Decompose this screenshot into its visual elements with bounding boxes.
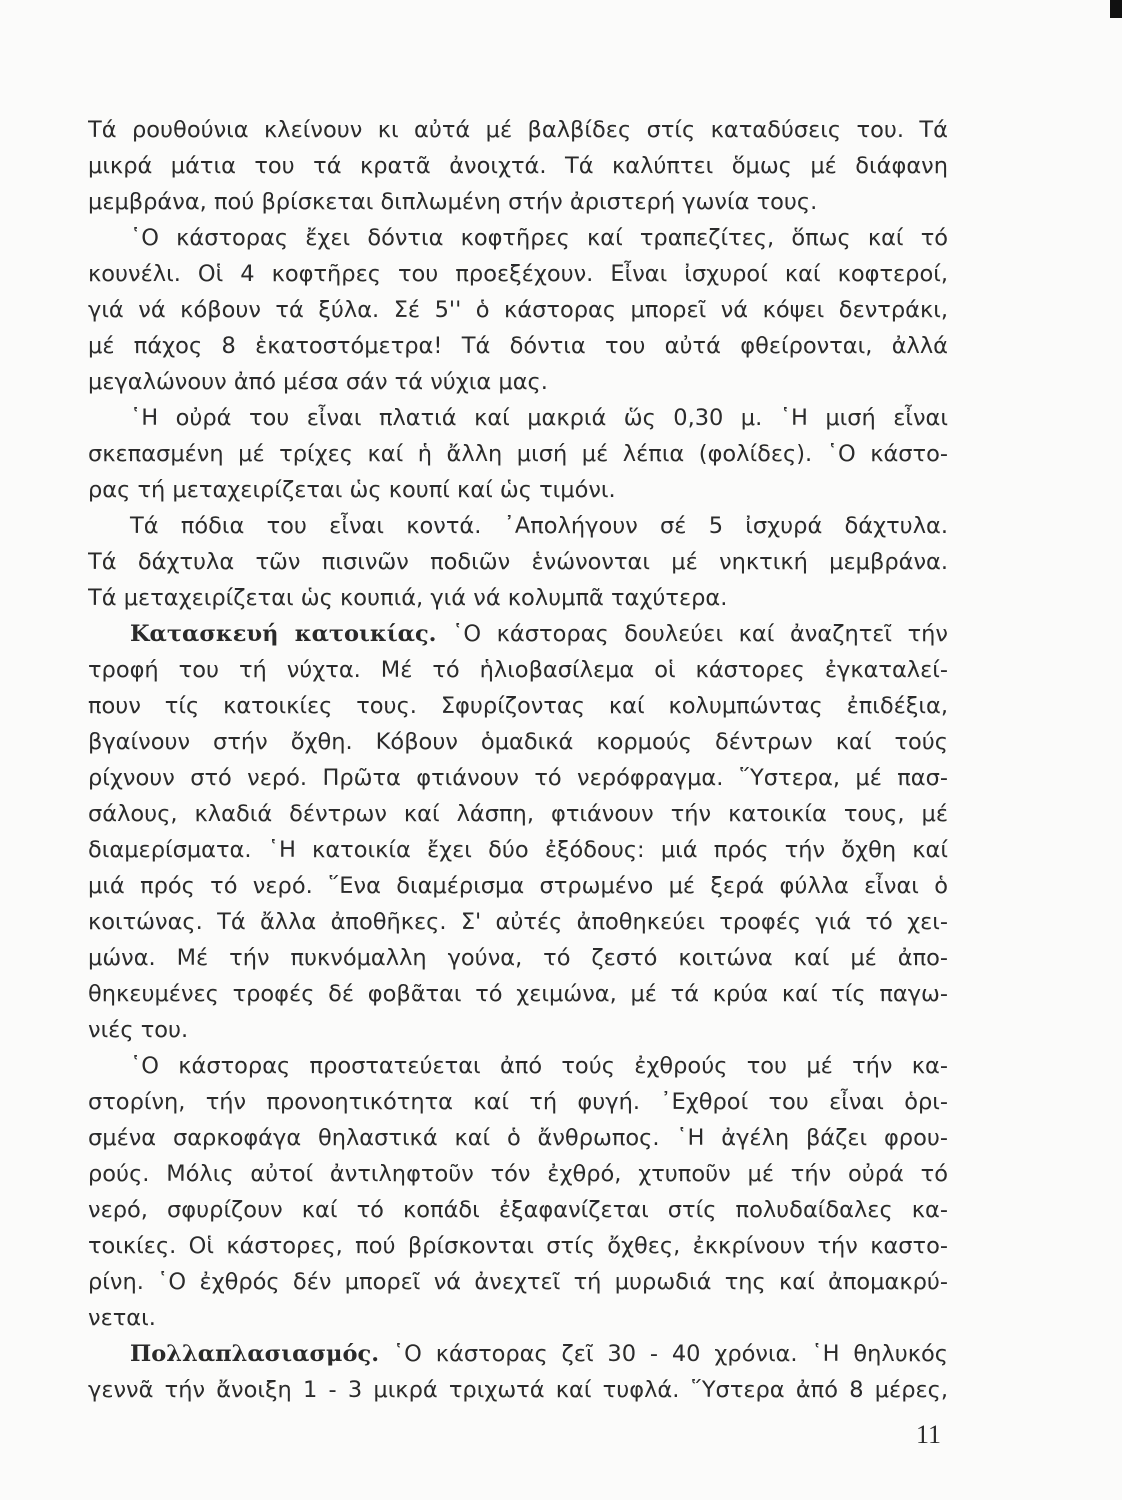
paragraph <box>88 220 948 400</box>
text-line: νιές του. <box>88 1017 189 1043</box>
text-line: μεγαλώνουν ἀπό μέσα σάν τά νύχια μας. <box>88 369 548 395</box>
paragraph <box>88 508 948 616</box>
text-line: διαμερίσματα. ῾Η κατοικία ἔχει δύο ἐξόδους: μιά πρός τήν ὄχθη καί <box>88 837 948 863</box>
paragraph <box>88 400 948 508</box>
text-line: Τά ρουθούνια κλείνουν κι αὐτά μέ βαλβίδες στίς καταδύσεις του. Τά <box>88 117 948 143</box>
text-line: κοιτώνας. Τά ἄλλα ἀποθῆκες. Σ' αὐτές ἀποθηκεύει τροφές γιά τό χει- <box>88 909 948 935</box>
text-line: μικρά μάτια του τά κρατᾶ ἀνοιχτά. Τά καλύπτει ὅμως μέ διάφανη <box>88 153 948 179</box>
text-line: μέ πάχος 8 ἑκατοστόμετρα! Τά δόντια του αὐτά φθείρονται, ἀλλά <box>88 333 948 359</box>
text-line: γεννᾶ τήν ἄνοιξη 1 - 3 μικρά τριχωτά καί τυφλά. ῞Υστερα ἀπό 8 μέρες, <box>88 1377 948 1403</box>
text-line: σάλους, κλαδιά δέντρων καί λάσπη, φτιάνουν τήν κατοικία τους, μέ <box>88 801 948 827</box>
text-line: στορίνη, τήν προνοητικότητα καί τή φυγή. ᾿Εχθροί του εἶναι ὁρι- <box>88 1089 948 1115</box>
text-line: θηκευμένες τροφές δέ φοβᾶται τό χειμώνα, μέ τά κρύα καί τίς παγω- <box>88 981 948 1007</box>
body-text <box>88 112 948 1408</box>
text-run: ῾Ο κάστορας δουλεύει καί ἀναζητεῖ τήν <box>436 621 948 647</box>
text-line: τροφή του τή νύχτα. Μέ τό ἡλιοβασίλεμα οἱ κάστορες ἐγκαταλεί- <box>88 657 948 683</box>
text-line: κουνέλι. Οἱ 4 κοφτῆρες του προεξέχουν. Εἶναι ἰσχυροί καί κοφτεροί, <box>88 261 948 287</box>
text-line: βγαίνουν στήν ὄχθη. Κόβουν ὁμαδικά κορμούς δέντρων καί τούς <box>88 729 948 755</box>
page-number: 11 <box>916 1420 942 1449</box>
paragraph <box>88 1336 948 1408</box>
paragraph <box>88 112 948 220</box>
text-line: Τά πόδια του εἶναι κοντά. ᾿Απολήγουν σέ 5 ἰσχυρά δάχτυλα. <box>130 513 948 539</box>
text-line: γιά νά κόβουν τά ξύλα. Σέ 5'' ὁ κάστορας μπορεῖ νά κόψει δεντράκι, <box>88 297 948 323</box>
text-line: ῾Η οὐρά του εἶναι πλατιά καί μακριά ὥς 0,30 μ. ῾Η μισή εἶναι <box>130 405 948 431</box>
text-line <box>88 616 948 652</box>
text-line: Τά δάχτυλα τῶν πισινῶν ποδιῶν ἑνώνονται μέ νηκτική μεμβράνα. <box>88 549 948 575</box>
text-line: μιά πρός τό νερό. ῞Ενα διαμέρισμα στρωμένο μέ ξερά φύλλα εἶναι ὁ <box>88 873 948 899</box>
text-line: ρίνη. ῾Ο ἐχθρός δέν μπορεῖ νά ἀνεχτεῖ τή μυρωδιά της καί ἀπομακρύ- <box>88 1269 948 1295</box>
text-line: ῾Ο κάστορας ἔχει δόντια κοφτῆρες καί τραπεζίτες, ὅπως καί τό <box>130 225 948 251</box>
text-line: ρίχνουν στό νερό. Πρῶτα φτιάνουν τό νερόφραγμα. ῞Υστερα, μέ πασ- <box>88 765 948 791</box>
text-line <box>88 1336 948 1372</box>
text-line: Τά μεταχειρίζεται ὡς κουπιά, γιά νά κολυμπᾶ ταχύτερα. <box>88 585 728 611</box>
section-heading: Πολλαπλασιασμός. <box>130 1341 380 1367</box>
paragraph <box>88 1048 948 1336</box>
text-line: μεμβράνα, πού βρίσκεται διπλωμένη στήν ἀριστερή γωνία τους. <box>88 189 818 215</box>
text-line: ρας τή μεταχειρίζεται ὡς κουπί καί ὡς τιμόνι. <box>88 477 616 503</box>
paragraph <box>88 616 948 1048</box>
text-line: μώνα. Μέ τήν πυκνόμαλλη γούνα, τό ζεστό κοιτώνα καί μέ ἀπο- <box>88 945 948 971</box>
text-line: ρούς. Μόλις αὐτοί ἀντιληφτοῦν τόν ἐχθρό, χτυποῦν μέ τήν οὐρά τό <box>88 1161 948 1187</box>
text-line: σμένα σαρκοφάγα θηλαστικά καί ὁ ἄνθρωπος. ῾Η ἀγέλη βάζει φρου- <box>88 1125 948 1151</box>
scan-edge-mark <box>1110 0 1122 18</box>
text-line: σκεπασμένη μέ τρίχες καί ἡ ἄλλη μισή μέ λέπια (φολίδες). ῾Ο κάστο- <box>88 441 948 467</box>
text-line: νεται. <box>88 1305 156 1331</box>
text-line: τοικίες. Οἱ κάστορες, πού βρίσκονται στίς ὄχθες, ἐκκρίνουν τήν καστο- <box>88 1233 948 1259</box>
text-run: ῾Ο κάστορας ζεῖ 30 - 40 χρόνια. ῾Η θηλυκός <box>379 1341 948 1367</box>
text-line: νερό, σφυρίζουν καί τό κοπάδι ἐξαφανίζεται στίς πολυδαίδαλες κα- <box>88 1197 948 1223</box>
text-line: ῾Ο κάστορας προστατεύεται ἀπό τούς ἐχθρούς του μέ τήν κα- <box>130 1053 948 1079</box>
section-heading: Κατασκευή κατοικίας. <box>130 621 437 647</box>
text-line: πουν τίς κατοικίες τους. Σφυρίζοντας καί κολυμπώντας ἐπιδέξια, <box>88 693 948 719</box>
